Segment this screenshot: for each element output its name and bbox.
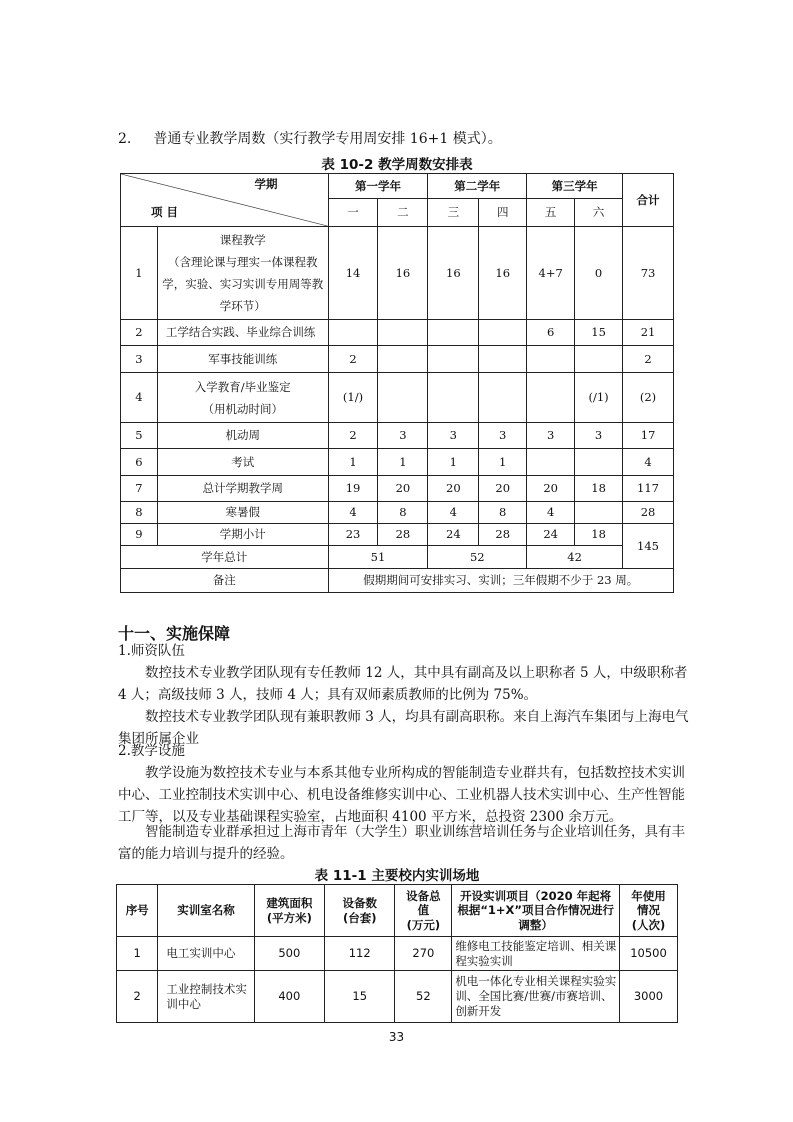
col-header: 实训室名称 — [158, 885, 254, 937]
subsection-title: 2.教学设施 — [118, 743, 185, 759]
row-value — [527, 346, 575, 373]
row-item: 机动周 — [157, 423, 328, 449]
site-devices: 15 — [325, 971, 395, 1023]
row-total: 4 — [623, 449, 674, 476]
table-row — [121, 449, 674, 476]
row-value: 2 — [328, 423, 378, 449]
col-header: 建筑面积 (平方米) — [254, 885, 324, 937]
site-usage: 10500 — [619, 937, 677, 971]
row-value — [479, 373, 527, 423]
term-header: 六 — [575, 198, 623, 226]
subsection-title: 1.师资队伍 — [118, 643, 185, 659]
row-item: 入学教育/毕业鉴定 （用机动时间） — [157, 373, 328, 423]
row-value: 28 — [378, 524, 428, 546]
row-value: 23 — [328, 524, 378, 546]
section-text: 普通专业教学周数（实行教学专用周安排 16+1 模式）。 — [153, 131, 502, 147]
row-value: 8 — [378, 502, 428, 524]
year-total-label: 学年总计 — [121, 546, 329, 569]
row-value: 3 — [428, 423, 479, 449]
row-value: (/1) — [575, 373, 623, 423]
table-row — [117, 937, 678, 971]
row-total: 17 — [623, 423, 674, 449]
row-number: 4 — [121, 373, 158, 423]
row-value: 28 — [479, 524, 527, 546]
site-area: 500 — [254, 937, 324, 971]
section-number: 2. — [118, 131, 132, 147]
row-value: 14 — [328, 227, 378, 320]
row-number: 1 — [121, 227, 158, 320]
term-header: 二 — [378, 198, 428, 226]
corner-item-label: 项 目 — [151, 204, 179, 219]
table2-caption: 表 11-1 主要校内实训场地 — [314, 868, 480, 884]
row-item: 考试 — [157, 449, 328, 476]
row-total: 117 — [623, 476, 674, 502]
row-value: 3 — [575, 423, 623, 449]
row-value: 16 — [479, 227, 527, 320]
term-header: 四 — [479, 198, 527, 226]
col-header: 开设实训项目（2020 年起将根据“1+X”项目合作情况进行调整） — [452, 885, 620, 937]
row-value: 1 — [479, 449, 527, 476]
site-usage: 3000 — [619, 971, 677, 1023]
table-row — [121, 373, 674, 423]
training-sites-table — [116, 884, 678, 1023]
paragraph: 智能制造专业群承担过上海市青年（大学生）职业训练营培训任务与企业培训任务，具有丰富的能力培训与提升的经验。 — [118, 824, 685, 862]
year2-header: 第二学年 — [428, 174, 527, 199]
row-value — [527, 373, 575, 423]
row-number: 5 — [121, 423, 158, 449]
row-value: 24 — [428, 524, 479, 546]
col-header: 设备总 值 (万元) — [395, 885, 452, 937]
row-value — [428, 373, 479, 423]
section-title: 十一、实施保障 — [118, 624, 231, 643]
row-value: 1 — [428, 449, 479, 476]
row-value: 6 — [527, 320, 575, 346]
row-value: 1 — [378, 449, 428, 476]
row-total: 21 — [623, 320, 674, 346]
row-value: 16 — [428, 227, 479, 320]
total-header: 合计 — [623, 174, 674, 227]
note-row — [121, 569, 674, 593]
row-value: 20 — [428, 476, 479, 502]
page-number: 33 — [388, 1030, 405, 1044]
row-item: 总计学期教学周 — [157, 476, 328, 502]
teaching-weeks-table — [120, 173, 674, 593]
row-value: 1 — [328, 449, 378, 476]
row-total: (2) — [623, 373, 674, 423]
year3-total: 42 — [527, 546, 623, 569]
paragraph: 数控技术专业教学团队现有专任教师 12 人，其中具有副高及以上职称者 5 人，中级职称者 4 人；高级技师 3 人，技师 4 人；具有双师素质教师的比例为 75%。 — [118, 665, 688, 703]
row-item: 工学结合实践、毕业综合训练 — [157, 320, 328, 346]
year1-header: 第一学年 — [328, 174, 428, 199]
year-total-row — [121, 546, 674, 569]
row-value: 15 — [575, 320, 623, 346]
table-row — [121, 227, 674, 320]
year3-header: 第三学年 — [527, 174, 623, 199]
row-value: (1/) — [328, 373, 378, 423]
row-value: 16 — [378, 227, 428, 320]
row-value — [527, 449, 575, 476]
note-text: 假期期间可安排实习、实训；三年假期不少于 23 周。 — [328, 569, 673, 593]
row-value: 20 — [479, 476, 527, 502]
row-total: 2 — [623, 346, 674, 373]
row-value — [378, 373, 428, 423]
row-value: 4 — [527, 502, 575, 524]
row-value: 0 — [575, 227, 623, 320]
row-value — [378, 320, 428, 346]
col-header: 序号 — [117, 885, 158, 937]
row-total: 73 — [623, 227, 674, 320]
row-value: 19 — [328, 476, 378, 502]
year1-total: 51 — [328, 546, 428, 569]
row-value — [428, 320, 479, 346]
col-header: 年使用 情况 (人次) — [619, 885, 677, 937]
row-value: 4 — [328, 502, 378, 524]
term-header: 三 — [428, 198, 479, 226]
row-number: 9 — [121, 524, 158, 546]
table-row — [121, 502, 674, 524]
row-value: 20 — [527, 476, 575, 502]
row-value — [479, 320, 527, 346]
year2-total: 52 — [428, 546, 527, 569]
row-item: 课程教学 （含理论课与理实一体课程教学，实验、实习实训专用周等教学环节） — [157, 227, 328, 320]
row-value: 4+7 — [527, 227, 575, 320]
site-projects: 机电一体化专业相关课程实验实训、全国比赛/世赛/市赛培训、创新开发 — [452, 971, 620, 1023]
row-item: 学期小计 — [157, 524, 328, 546]
row-number: 7 — [121, 476, 158, 502]
site-name: 工业控制技术实训中心 — [158, 971, 254, 1023]
table-row — [121, 320, 674, 346]
site-name: 电工实训中心 — [158, 937, 254, 971]
row-number: 1 — [117, 937, 158, 971]
row-value — [479, 346, 527, 373]
row-value — [428, 346, 479, 373]
paragraph: 数控技术专业教学团队现有兼职教师 3 人，均具有副高职称。来自上海汽车集团与上海电气集团所属企业 — [118, 709, 689, 747]
row-number: 2 — [117, 971, 158, 1023]
table-row — [121, 476, 674, 502]
corner-term-label: 学期 — [254, 177, 278, 191]
site-value: 52 — [395, 971, 452, 1023]
row-value: 2 — [328, 346, 378, 373]
site-projects: 维修电工技能鉴定培训、相关课程实验实训 — [452, 937, 620, 971]
row-total: 28 — [623, 502, 674, 524]
table-row — [121, 423, 674, 449]
row-item: 军事技能训练 — [157, 346, 328, 373]
row-value: 3 — [527, 423, 575, 449]
site-area: 400 — [254, 971, 324, 1023]
col-header: 设备数 (台套) — [325, 885, 395, 937]
site-value: 270 — [395, 937, 452, 971]
table-row — [117, 971, 678, 1023]
diagonal-header-cell — [121, 174, 329, 227]
term-header: 五 — [527, 198, 575, 226]
row-value: 4 — [428, 502, 479, 524]
site-devices: 112 — [325, 937, 395, 971]
row-value: 18 — [575, 476, 623, 502]
table-row — [121, 346, 674, 373]
table1-caption: 表 10-2 教学周数安排表 — [321, 157, 473, 173]
row-value — [575, 449, 623, 476]
table-row — [121, 524, 674, 546]
row-value: 20 — [378, 476, 428, 502]
row-value: 8 — [479, 502, 527, 524]
row-number: 3 — [121, 346, 158, 373]
row-value: 3 — [378, 423, 428, 449]
row-value — [378, 346, 428, 373]
row-value — [575, 502, 623, 524]
row-value: 24 — [527, 524, 575, 546]
row-number: 8 — [121, 502, 158, 524]
row-number: 6 — [121, 449, 158, 476]
row-total: 145 — [623, 524, 674, 569]
row-value — [328, 320, 378, 346]
note-label: 备注 — [121, 569, 329, 593]
term-header: 一 — [328, 198, 378, 226]
row-number: 2 — [121, 320, 158, 346]
row-value — [575, 346, 623, 373]
row-value: 18 — [575, 524, 623, 546]
section-heading — [118, 128, 502, 148]
paragraph: 教学设施为数控技术专业与本系其他专业所构成的智能制造专业群共有，包括数控技术实训中心、工业控制技术实训中心、机电设备维修实训中心、工业机器人技术实训中心、生产性智能工厂等，以及专业基础课程实验室，占地面积 4100 平方米，总投资 2300 余万元。 — [118, 765, 685, 825]
row-value: 3 — [479, 423, 527, 449]
row-item: 寒暑假 — [157, 502, 328, 524]
